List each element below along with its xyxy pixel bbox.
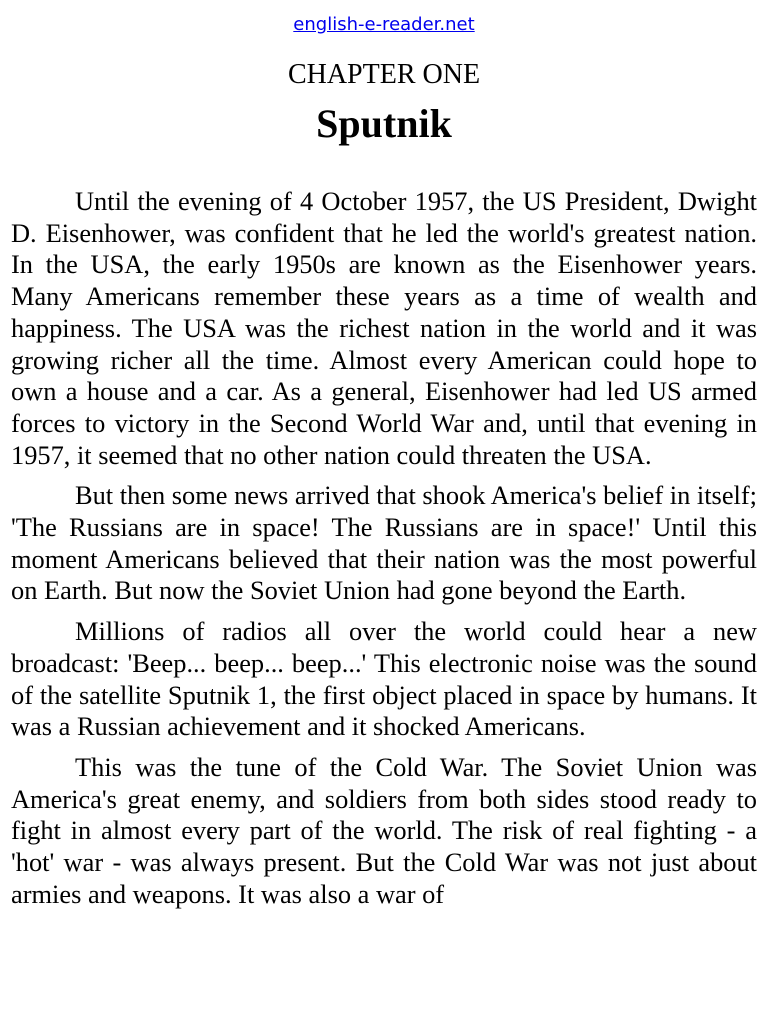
chapter-body — [11, 186, 757, 919]
chapter-title: Sputnik — [316, 101, 452, 146]
paragraph: This was the tune of the Cold War. The Soviet Union was America's great enemy, and soldiers from both sides stood ready to fight in almost every part of the world. The risk of real fighting - a 'hot' war - was always present. But the Cold War was not just about armies and weapons. It was also a war of — [11, 751, 757, 909]
site-link[interactable]: english-e-reader.net — [293, 14, 475, 35]
paragraph: Until the evening of 4 October 1957, the US President, Dwight D. Eisenhower, was confident that he led the world's greatest nation. In the USA, the early 1950s are known as the Eisenhower years. Many Americans remember these years as a time of wealth and happiness. The USA was the richest nation in the world and it was growing richer all the time. Almost every American could hope to own a house and a car. As a general, Eisenhower had led US armed forces to victory in the Second World War and, until that evening in 1957, it seemed that no other nation could threaten the USA. — [11, 186, 757, 470]
chapter-label: CHAPTER ONE — [287, 59, 481, 90]
paragraph: Millions of radios all over the world could hear a new broadcast: 'Beep... beep... beep...' This electronic noise was the sound of the satellite Sputnik 1, the first object placed in space by humans. It was a Russian achievement and it shocked Americans. — [11, 616, 757, 742]
paragraph: But then some news arrived that shook America's belief in itself; 'The Russians are in space! The Russians are in space!' Until this moment Americans believed that their nation was the most powerful on Earth. But now the Soviet Union had gone beyond the Earth. — [11, 480, 757, 606]
